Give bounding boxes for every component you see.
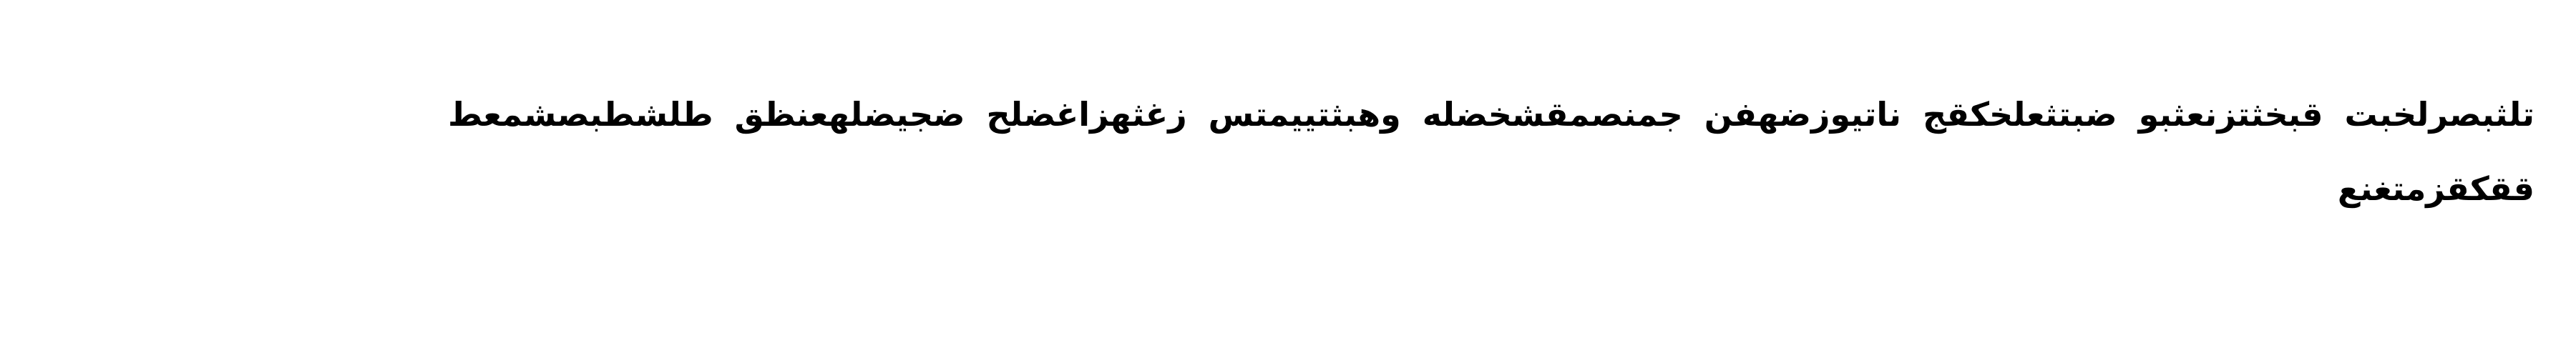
paragraph	[172, 77, 2534, 226]
text-line-2: ققكقزمتغنع	[2337, 169, 2534, 208]
text-line-1: تلثبصرلخبت قبخثتزنعثبو ضبتثعلخكقج ناتيوزضهفن جمنصمقشخضله وهبثتييمتس زغثهزاغضلح ضجيضلهعنظق طلشطبصشمعط	[447, 95, 2534, 134]
